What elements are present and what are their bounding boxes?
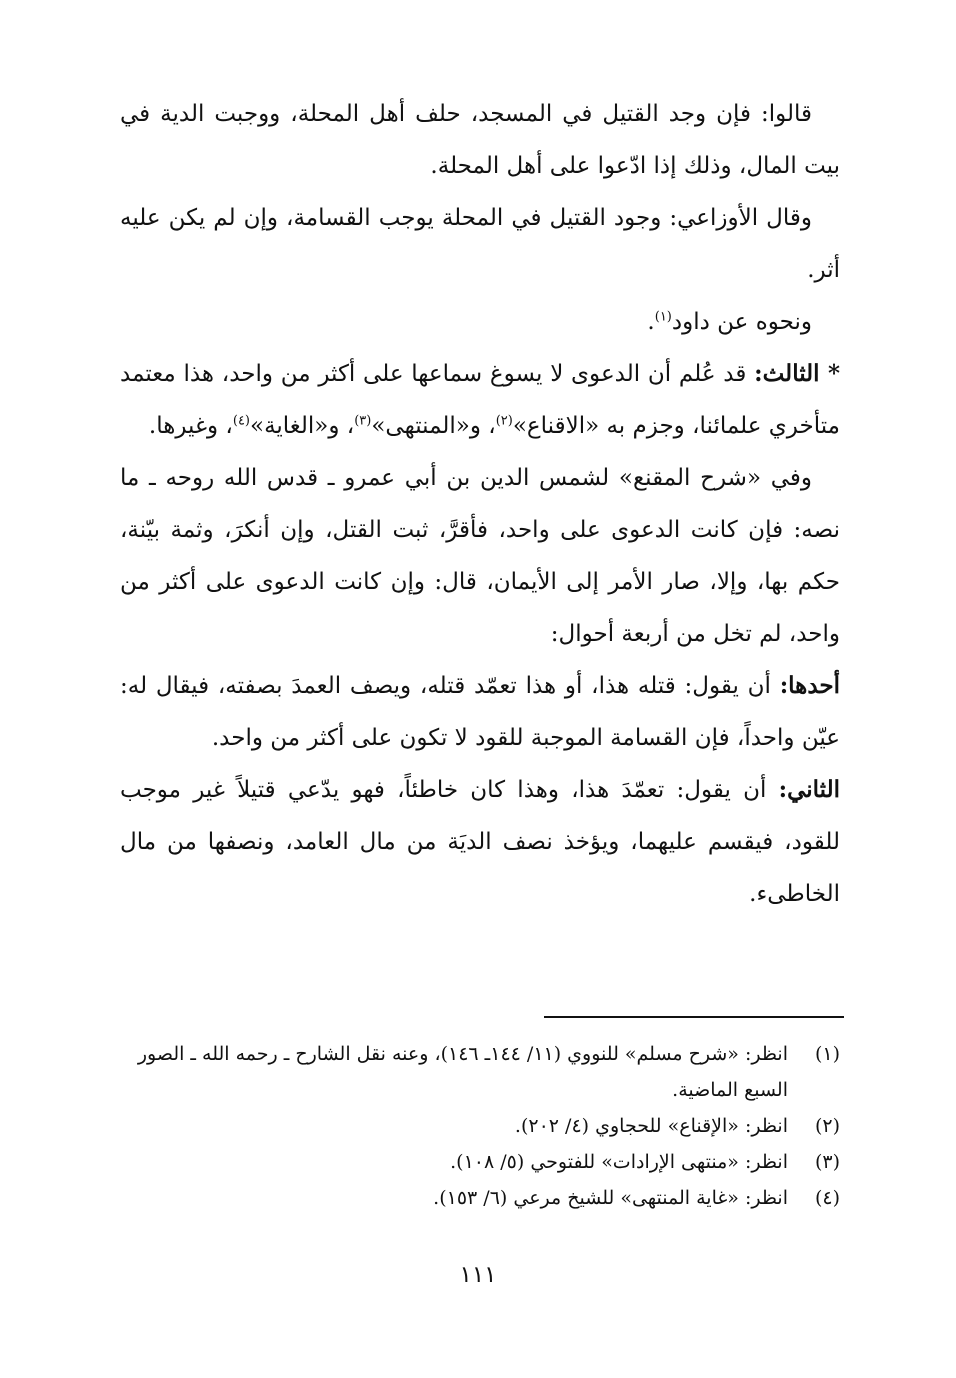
main-text xyxy=(120,88,840,920)
paragraph-4-lead: * الثالث: xyxy=(754,360,841,387)
paragraph-2 xyxy=(120,192,840,296)
paragraph-4-tail: ، وغيرها. xyxy=(148,413,233,439)
footnote-ref-4: (٤) xyxy=(232,413,250,429)
footnote-2 xyxy=(120,1108,840,1144)
paragraph-3 xyxy=(120,296,840,348)
footnote-4-number: (٤) xyxy=(814,1187,840,1209)
footnote-4 xyxy=(120,1180,840,1216)
footnote-3 xyxy=(120,1144,840,1180)
paragraph-1 xyxy=(120,88,840,192)
footnote-4-text: انظر: «غاية المنتهى» للشيخ مرعي (٦/ ١٥٣). xyxy=(433,1187,788,1209)
paragraph-2-text: وقال الأوزاعي: وجود القتيل في المحلة يوجب القسامة، وإن لم يكن عليه أثر. xyxy=(120,205,840,283)
footnote-ref-3: (٣) xyxy=(354,413,372,429)
footnote-2-number: (٢) xyxy=(814,1115,840,1137)
footnote-divider xyxy=(544,1016,844,1018)
page-number: ١١١ xyxy=(459,1262,497,1288)
footnote-3-text: انظر: «منتهى الإرادات» للفتوحي (٥/ ١٠٨). xyxy=(450,1151,788,1173)
paragraph-3-tail: . xyxy=(647,309,655,335)
paragraph-6 xyxy=(120,660,840,764)
footnote-1-number: (١) xyxy=(814,1043,840,1065)
footnote-1 xyxy=(120,1036,840,1108)
footnote-2-text: انظر: «الإقناع» للحجاوي (٤/ ٢٠٢). xyxy=(514,1115,788,1137)
paragraph-7 xyxy=(120,764,840,920)
paragraph-6-lead: أحدها: xyxy=(779,672,840,699)
paragraph-5 xyxy=(120,452,840,660)
footnote-1-text: انظر: «شرح مسلم» للنووي (١١/ ١٤٤ـ ١٤٦)، وعنه نقل الشارح ـ رحمه الله ـ الصور السبع الماضية. xyxy=(137,1043,788,1101)
footnote-ref-1: (١) xyxy=(654,309,672,325)
paragraph-3-text: ونحوه عن داود xyxy=(671,309,812,335)
paragraph-4-text: قد عُلم أن الدعوى لا يسوغ سماعها على أكثر من واحد، هذا معتمد متأخري علمائنا، وجزم به «الاقناع» xyxy=(120,361,840,439)
paragraph-4-mid2: ، و«الغاية» xyxy=(250,413,355,439)
paragraph-7-text: أن يقول: تعمّدَ هذا، وهذا كان خاطئاً، فهو يدّعي قتيلاً غير موجب للقود، فيقسم عليهما، ويؤخذ نصف الديَة من مال العامد، ونصفها من مال الخاطىء. xyxy=(120,777,840,907)
paragraph-1-text: قالوا: فإن وجد القتيل في المسجد، حلف أهل المحلة، ووجبت الدية في بيت المال، وذلك إذا ادّعوا على أهل المحلة. xyxy=(120,101,840,179)
paragraph-5-text: وفي «شرح المقنع» لشمس الدين بن أبي عمرو ـ قدس الله روحه ـ ما نصه: فإن كانت الدعوى على واحد، فأقرَّ، ثبت القتل، وإن أنكرَ، وثمة بيّنة، حكم بها، وإلا، صار الأمر إلى الأيمان، قال: وإن كانت الدعوى على أكثر من واحد، لم تخل من أربعة أحوال: xyxy=(120,465,840,647)
footnotes xyxy=(120,1036,840,1216)
footnote-3-number: (٣) xyxy=(814,1151,840,1173)
paragraph-6-text: أن يقول: قتله هذا، أو هذا تعمّد قتله، ويصف العمدَ بصفته، فيقال له: عيّن واحداً، فإن القسامة الموجبة للقود لا تكون على أكثر من واحد. xyxy=(120,673,840,751)
paragraph-7-lead: الثاني: xyxy=(778,776,840,803)
paragraph-4-mid: ، و«المنتهى» xyxy=(371,413,496,439)
footnote-ref-2: (٢) xyxy=(495,413,513,429)
paragraph-4 xyxy=(120,348,840,452)
